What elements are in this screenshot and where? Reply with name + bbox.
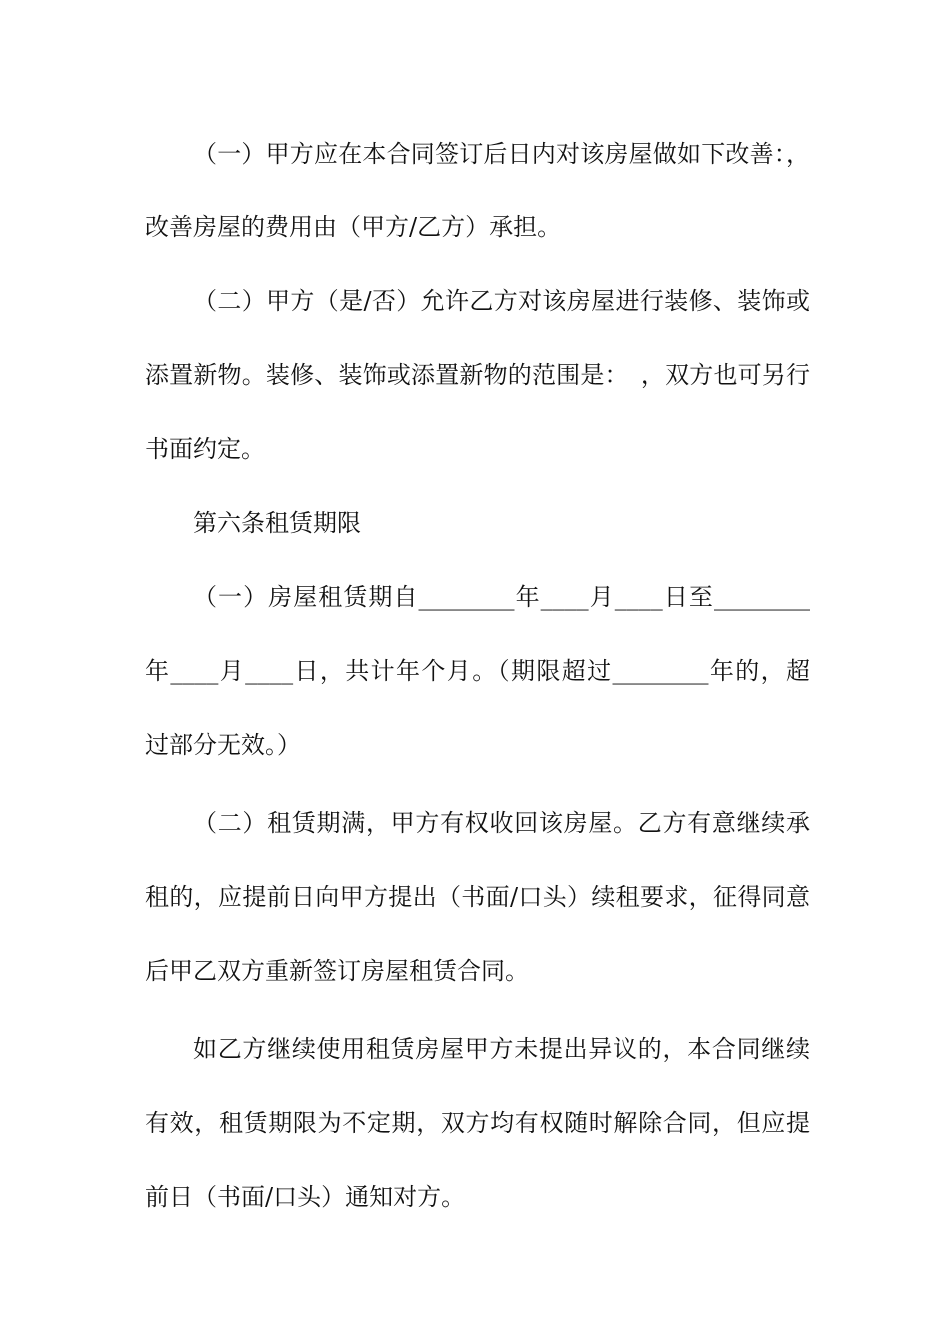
paragraph-line: 有效，租赁期限为不定期，双方均有权随时解除合同，但应提 <box>145 1109 810 1137</box>
paragraph-line: 添置新物。装修、装饰或添置新物的范围是： ，双方也可另行 <box>145 361 810 389</box>
paragraph-line: 改善房屋的费用由（甲方/乙方）承担。 <box>145 213 562 241</box>
paragraph-line: 后甲乙双方重新签订房屋租赁合同。 <box>145 957 529 985</box>
paragraph-line: 如乙方继续使用租赁房屋甲方未提出异议的，本合同继续 <box>193 1035 810 1063</box>
paragraph-line: （一）甲方应在本合同签订后日内对该房屋做如下改善：， <box>193 140 810 168</box>
paragraph-line: （一）房屋租赁期自________年____月____日至________ <box>193 583 810 611</box>
paragraph-line: （二）甲方（是/否）允许乙方对该房屋进行装修、装饰或 <box>193 287 810 315</box>
section-heading: 第六条租赁期限 <box>193 509 361 537</box>
paragraph-line: 前日（书面/口头）通知对方。 <box>145 1183 466 1211</box>
paragraph-line: 租的，应提前日向甲方提出（书面/口头）续租要求，征得同意 <box>145 883 810 911</box>
paragraph-line: （二）租赁期满，甲方有权收回该房屋。乙方有意继续承 <box>193 809 810 837</box>
paragraph-line: 年____月____日，共计年个月。（期限超过________年的，超 <box>145 657 810 685</box>
paragraph-line: 过部分无效。） <box>145 731 301 759</box>
paragraph-line: 书面约定。 <box>145 435 265 463</box>
